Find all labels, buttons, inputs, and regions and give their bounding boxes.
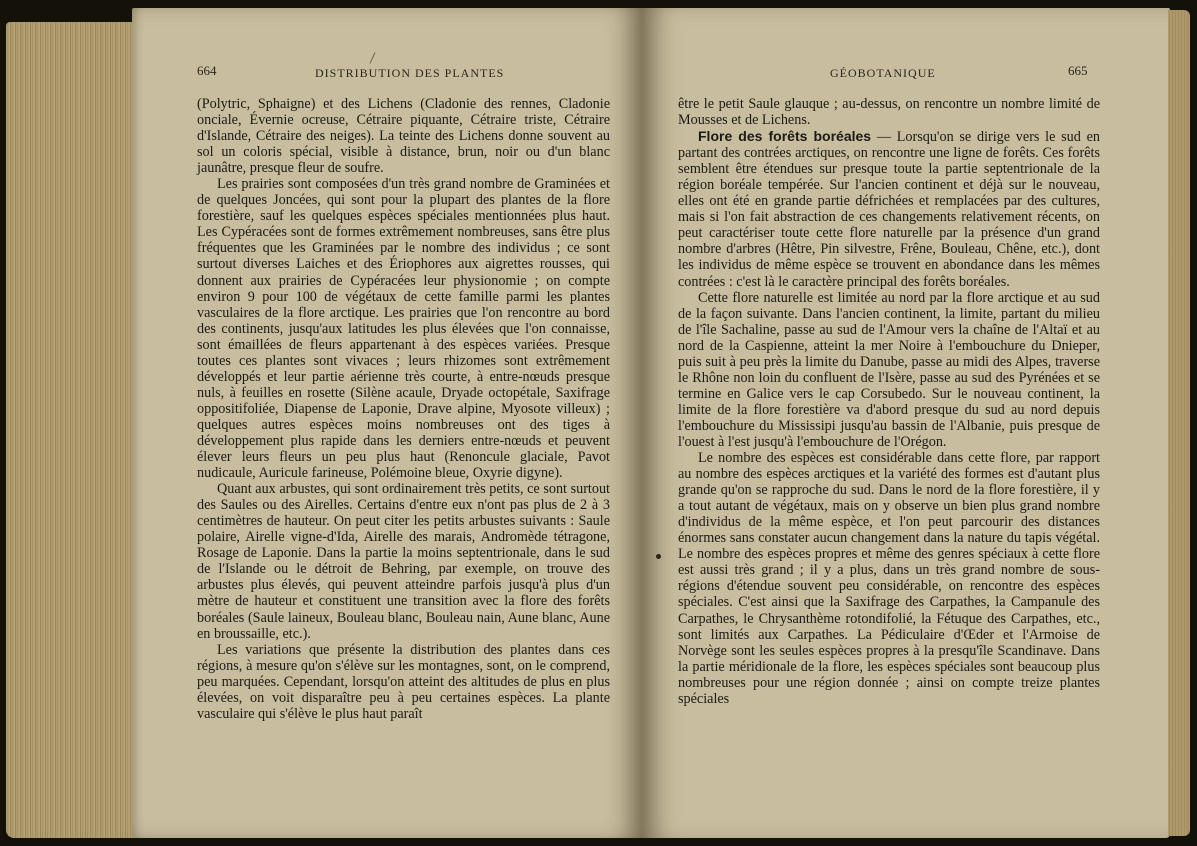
right-running-head: GÉOBOTANIQUE — [830, 66, 936, 80]
left-page-body — [197, 96, 610, 722]
paragraph: Les prairies sont composées d'un très grand nombre de Graminées et de quelques Joncées, qui sont pour la plupart des plantes de la flore forestière, sauf les quelques espèces spéciales mentionnées plus haut. Les Cypéracées sont de formes extrêmement nombreuses, sans être plus fréquentes que les Graminées par le nombre des individus ; ce sont surtout diverses Laiches et des Ériophores aux aigrettes rousses, qui donnent aux prairies de Cypéracées leur physionomie ; on compte environ 9 pour 100 de végétaux de cette famille parmi les plantes vasculaires de la flore arctique. Les prairies que l'on rencontre au bord des continents, jusqu'aux latitudes les plus élevées que l'on connaisse, sont émaillées de fleurs appartenant à des espèces variées. Presque toutes ces plantes sont vivaces ; leurs rhizomes sont extrêmement développés et leur partie aérienne très courte, à entre-nœuds presque nuls, à feuilles en rosette (Silène acaule, Dryade octopétale, Saxifrage oppositifoliée, Diapense de Laponie, Drave alpine, Myosote villeux) ; quelques autres espèces moins nombreuses ont des tiges à développement plus rapide dans les derniers entre-nœuds et peuvent élever leurs fleurs un peu plus haut (Renoncule glaciale, Pavot nudicaule, Auricule farineuse, Polémoine bleue, Oxyrie digyne). — [197, 176, 610, 482]
paragraph — [678, 128, 1100, 289]
pencil-mark — [370, 52, 376, 63]
left-running-head: DISTRIBUTION DES PLANTES — [315, 66, 505, 80]
paragraph: Les variations que présente la distribution des plantes dans ces régions, à mesure qu'on s'élève sur les montagnes, sont, on le comprend, peu marquées. Cependant, lorsqu'on atteint des altitudes de plus en plus élevées, on voit disparaître peu à peu certaines espèces. La plante vasculaire qui s'élève le plus haut paraît — [197, 641, 610, 722]
section-heading: Flore des forêts boréales — [698, 128, 872, 145]
paragraph: Le nombre des espèces est considérable dans cette flore, par rapport au nombre des espèces arctiques et la variété des formes est d'autant plus grande qu'on se rapproche du sud. Dans le nord de la flore forestière, il y a tout autant de végétaux, mais on y observe un bien plus grand nombre d'individus de la même espèce, et l'on peut parcourir des distances énormes sans constater aucun changement dans la nature du tapis végétal. Le nombre des espèces propres et même des genres spéciaux à cette flore est aussi très grand ; il y a plus, dans un très grand nombre de sous-régions d'étendue souvent peu considérable, on rencontre des espèces spéciales. C'est ainsi que la Saxifrage des Carpathes, la Campanule des Carpathes, le Chrysanthème rotondifolié, la Fétuque des Carpathes, etc., sont limités aux Carpathes. La Pédiculaire d'Œder et l'Armoise de Norvège sont les seules espèces propres à la presqu'île Scandinave. Dans la partie méridionale de la flore, les espèces spéciales sont beaucoup plus nombreuses pour une région donnée ; ainsi on compte treize plantes spéciales — [678, 450, 1100, 707]
section-heading-text: — Lorsqu'on se dirige vers le sud en partant des contrées arctiques, on rencontre une ligne de forêts. Ces forêts semblent être étendues sur presque toute la partie septentrionale de la région boréale tempérée. Sur l'ancien continent et déjà sur le nouveau, elles ont été en grande partie défrichées et remplacées par des cultures, mais si l'on fait abstraction de ces changements relativement récents, on peut caractériser toute cette flore naturelle par la présence d'un grand nombre d'arbres (Hêtre, Pin silvestre, Frêne, Bouleau, Chêne, etc.), dont les individus de même espèce se trouvent en abondance dans les mêmes contrées : c'est là le caractère principal des forêts boréales. — [678, 129, 1100, 290]
right-page-body — [678, 96, 1100, 707]
paragraph: Quant aux arbustes, qui sont ordinairement très petits, ce sont surtout des Saules ou des Airelles. Certains d'entre eux n'ont pas plus de 2 à 3 centimètres de hauteur. On peut citer les petits arbustes suivants : Saule polaire, Airelle vigne-d'Ida, Airelle des marais, Andromède tétragone, Rosage de Laponie. Dans la partie la moins septentrionale, dans le sud de l'Islande ou le détroit de Behring, par exemple, on trouve des arbustes plus élevés, qui peuvent atteindre parfois jusqu'à plus d'un mètre de hauteur et constituent une transition avec la flore des forêts boréales (Saule laineux, Bouleau blanc, Bouleau nain, Aune blanc, Aune en broussaille, etc.). — [197, 481, 610, 642]
page-edges-left — [6, 22, 138, 838]
paragraph: (Polytric, Sphaigne) et des Lichens (Cladonie des rennes, Cladonie onciale, Évernie ocreuse, Cétraire piquante, Cétraire triste, Cétraire d'Islande, Cétraire des neiges). La teinte des Lichens donne souvent au sol un coloris spécial, visible à distance, brun, noir ou d'un blanc jaunâtre, presque fleur de soufre. — [197, 96, 610, 177]
margin-mark — [656, 554, 661, 559]
page-edges-right — [1168, 10, 1190, 836]
right-page — [642, 8, 1170, 838]
paragraph: Cette flore naturelle est limitée au nord par la flore arctique et au sud de la façon suivante. Dans l'ancien continent, la limite, partant du milieu de l'île Sachaline, passe au sud de l'Amour vers la chaîne de l'Altaï et au nord de la Caspienne, atteint la mer Noire à l'embouchure du Dnieper, puis suit à peu près la limite du Danube, passe au midi des Alpes, traverse le Rhône non loin du confluent de l'Isère, passe au sud des Pyrénées et se termine en Galice vers le cap Corsubedo. Sur le nouveau continent, la limite de la flore forestière va d'abord presque du sud au nord depuis l'embouchure du Mississipi jusqu'au bassin de l'Albanie, puis presque de l'ouest à l'est jusqu'à l'embouchure de l'Orégon. — [678, 289, 1100, 450]
paragraph: être le petit Saule glauque ; au-dessus, on rencontre un nombre limité de Mousses et de Lichens. — [678, 96, 1100, 129]
left-page — [132, 8, 642, 838]
right-page-number: 665 — [1068, 63, 1088, 78]
left-page-number: 664 — [197, 63, 217, 78]
